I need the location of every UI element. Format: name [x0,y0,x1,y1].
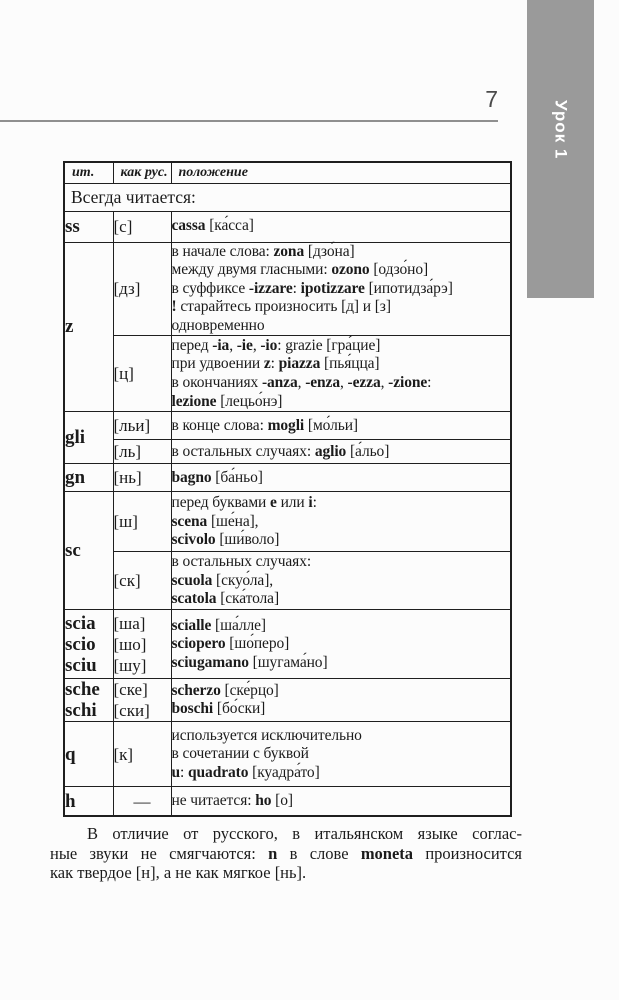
text-segment: -ie [236,336,253,354]
text-segment: перед буквами [171,494,271,512]
russian-sound: [ц] [113,364,134,384]
position-line [172,700,511,719]
pronunciation-table [63,161,512,817]
text-segment: mogli [267,416,305,434]
italian-letter: sciu [65,654,97,676]
position-line [172,792,511,811]
paragraph-line [50,824,522,844]
italian-letters-cell [64,242,113,412]
position-cell [171,787,511,816]
position-cell [171,722,511,787]
position-line [172,217,511,236]
text-segment: aglio [314,442,347,460]
italian-letter: sche [65,679,100,701]
position-cell [171,440,511,464]
text-segment: одновременно [171,316,265,334]
text-segment: [ше́на], [207,512,259,530]
text-segment: z [263,355,271,373]
text-segment: в суффиксе [171,279,249,297]
position-line [172,494,511,513]
position-line [172,469,511,488]
text-segment: используется исключительно [171,726,362,744]
text-segment: [а́льо] [346,442,390,460]
table-row [64,464,511,492]
russian-sound: [льи] [113,416,151,436]
position-line [172,393,511,412]
russian-sound: [нь] [113,468,142,488]
position-cell [171,610,511,679]
russian-sound-cell [113,722,171,787]
table-row [64,242,511,336]
text-segment: : [312,494,317,512]
position-line [172,374,511,393]
russian-sound-cell [113,211,171,242]
table-row [64,336,511,412]
section-label: Всегда читается: [64,183,511,211]
table-row [64,722,511,787]
text-segment: scuola [171,571,213,589]
text-segment: , [252,336,261,354]
text-segment: : [427,373,432,391]
text-segment: scatola [171,590,217,608]
text-segment: [куадра́то] [248,763,320,781]
text-segment: произносится [413,843,522,863]
russian-sound-cell [113,242,171,336]
text-segment: zona [273,242,305,260]
text-segment: [дзо́на] [304,242,355,260]
italian-letters-cell [64,722,113,787]
russian-sound-cell [113,610,171,679]
text-segment: boschi [171,700,214,718]
position-cell [171,552,511,610]
russian-sound: [ш] [113,512,138,532]
header-rule [0,120,498,122]
position-line [172,635,511,654]
text-segment: в слове [277,843,361,863]
russian-sound-cell [113,492,171,552]
text-segment: scena [171,512,208,530]
russian-sound: — [133,791,151,811]
position-cell [171,242,511,336]
italian-letters-cell [64,211,113,242]
text-segment: ! [171,298,177,316]
text-segment: , [229,336,237,354]
text-segment: sciopero [171,635,226,653]
position-line [172,553,511,572]
table-header-row [64,162,511,183]
position-line [172,531,511,550]
position-line [172,261,511,280]
italian-letter: z [65,316,74,338]
position-cell [171,211,511,242]
lesson-tab-label: Урок 1 [551,100,571,160]
russian-sound: [ски] [113,701,150,721]
text-segment: , [339,373,348,391]
table-row [64,679,511,722]
table-row [64,492,511,552]
text-segment: [бо́ски] [213,700,266,718]
position-line [172,243,511,262]
text-segment: [ба́ньо] [211,468,263,486]
table-row [64,211,511,242]
text-segment: : [180,763,189,781]
text-segment: [ка́сса] [205,217,254,235]
text-segment: : grazie [гра́цие] [277,336,381,354]
italian-letter: scio [65,633,96,655]
italian-letters-cell [64,492,113,610]
russian-sound-cell [113,440,171,464]
russian-sound: [ск] [113,571,141,591]
russian-sound: [дз] [113,279,141,299]
italian-letter: schi [65,700,97,722]
russian-sound-cell [113,679,171,722]
table-section-row [64,183,511,211]
text-segment: в сочетании с буквой [171,745,309,763]
russian-sound: [ске] [113,680,148,700]
text-segment: не читается: [171,791,256,809]
text-segment: quadrato [188,763,249,781]
position-line [172,617,511,636]
text-segment: moneta [360,843,414,863]
text-segment: cassa [171,217,206,235]
text-segment: -io [260,336,278,354]
text-segment: [пья́цца] [320,355,380,373]
position-line [172,745,511,764]
italian-letter: sc [65,540,81,562]
italian-letter: gn [65,467,86,489]
russian-sound: [к] [113,744,134,764]
text-segment: в остальных случаях: [171,442,315,460]
text-segment: , [380,373,389,391]
table-row [64,412,511,440]
position-cell [171,679,511,722]
text-segment: i [308,494,313,512]
text-segment: [ши́воло] [215,531,280,549]
position-line [172,572,511,591]
italian-letter: q [65,743,76,765]
position-line [172,317,511,336]
text-segment: [ске́рцо] [220,681,279,699]
text-segment: bagno [171,468,212,486]
text-segment: -ezza [347,373,381,391]
text-segment: scialle [171,616,212,634]
page-number: 7 [485,86,498,112]
russian-sound-cell [113,552,171,610]
text-segment: scivolo [171,531,216,549]
note-paragraph [50,824,522,883]
text-segment: ные звуки не смягчаются: [50,843,269,863]
text-segment: [ша́лле] [211,616,266,634]
text-segment: ipotizzare [300,279,365,297]
text-segment: [ипотидза́рэ] [364,279,453,297]
text-segment: , [297,373,306,391]
text-segment: -ia [212,336,230,354]
text-segment: [лецьо́нэ] [216,392,283,410]
position-line [172,590,511,609]
position-line [172,280,511,299]
position-cell [171,412,511,440]
italian-letter: h [65,790,76,812]
text-segment: между двумя гласными: [171,261,332,279]
text-segment: -enza [305,373,340,391]
italian-letters-cell [64,787,113,816]
col-header-italian: ит. [64,162,113,183]
russian-sound: [ль] [113,442,142,462]
position-cell [171,492,511,552]
russian-sound-cell [113,336,171,412]
text-segment: [мо́льи] [304,416,358,434]
text-segment: ho [255,791,272,809]
text-segment: : [292,279,301,297]
italian-letter: ss [65,216,80,237]
position-line [172,337,511,356]
position-line [172,443,511,462]
russian-sound-cell [113,412,171,440]
position-line [172,298,511,317]
text-segment: sciugamano [171,653,249,671]
text-segment: [о] [271,791,293,809]
text-segment: -anza [261,373,298,391]
text-segment: в окончаниях [171,373,262,391]
col-header-position: положение [171,162,511,183]
text-segment: : [270,355,279,373]
russian-sound: [шо] [113,634,147,654]
position-line [172,513,511,532]
text-segment: в конце слова: [171,416,268,434]
text-segment: -izzare [248,279,293,297]
position-line [172,682,511,701]
paragraph-line [50,863,522,883]
position-line [172,727,511,746]
lesson-tab [527,0,594,298]
col-header-russian: как рус. [113,162,171,183]
paragraph-line [50,844,522,864]
russian-sound: [шу] [113,655,147,675]
text-segment: в остальных случаях: [171,553,312,571]
text-segment: при удвоении [171,355,264,373]
russian-sound: [с] [113,217,133,236]
text-segment: [шугама́но] [248,653,328,671]
italian-letter: scia [65,612,96,634]
position-line [172,654,511,673]
text-segment: scherzo [171,681,221,699]
text-segment: [одзо́но] [369,261,429,279]
table-row [64,787,511,816]
text-segment: n [268,843,278,863]
table-row [64,610,511,679]
text-segment: старайтесь произносить [д] и [з] [176,298,391,316]
italian-letters-cell [64,464,113,492]
text-segment: piazza [278,355,321,373]
position-line [172,355,511,374]
italian-letters-cell [64,610,113,679]
text-segment: в начале слова: [171,242,274,260]
text-segment: [шо́перо] [225,635,290,653]
text-segment: lezione [171,392,217,410]
russian-sound-cell [113,787,171,816]
text-segment: [ска́тола] [216,590,280,608]
text-segment: u [171,763,181,781]
table-row [64,440,511,464]
text-segment: перед [171,336,213,354]
text-segment: -zione [388,373,428,391]
position-cell [171,464,511,492]
table-row [64,552,511,610]
text-segment: [скуо́ла], [212,571,274,589]
italian-letter: gli [65,427,86,449]
position-cell [171,336,511,412]
text-segment: ozono [331,261,370,279]
position-line [172,764,511,783]
italian-letters-cell [64,412,113,464]
russian-sound: [ша] [113,613,146,633]
position-line [172,417,511,436]
text-segment: или [276,494,309,512]
italian-letters-cell [64,679,113,722]
text-segment: как твердое [н], а не как мягкое [нь]. [50,863,307,882]
text-segment: В отличие от русского, в итальянском языке соглас- [87,824,522,843]
text-segment: e [270,494,277,512]
pronunciation-table-body [64,162,511,816]
russian-sound-cell [113,464,171,492]
